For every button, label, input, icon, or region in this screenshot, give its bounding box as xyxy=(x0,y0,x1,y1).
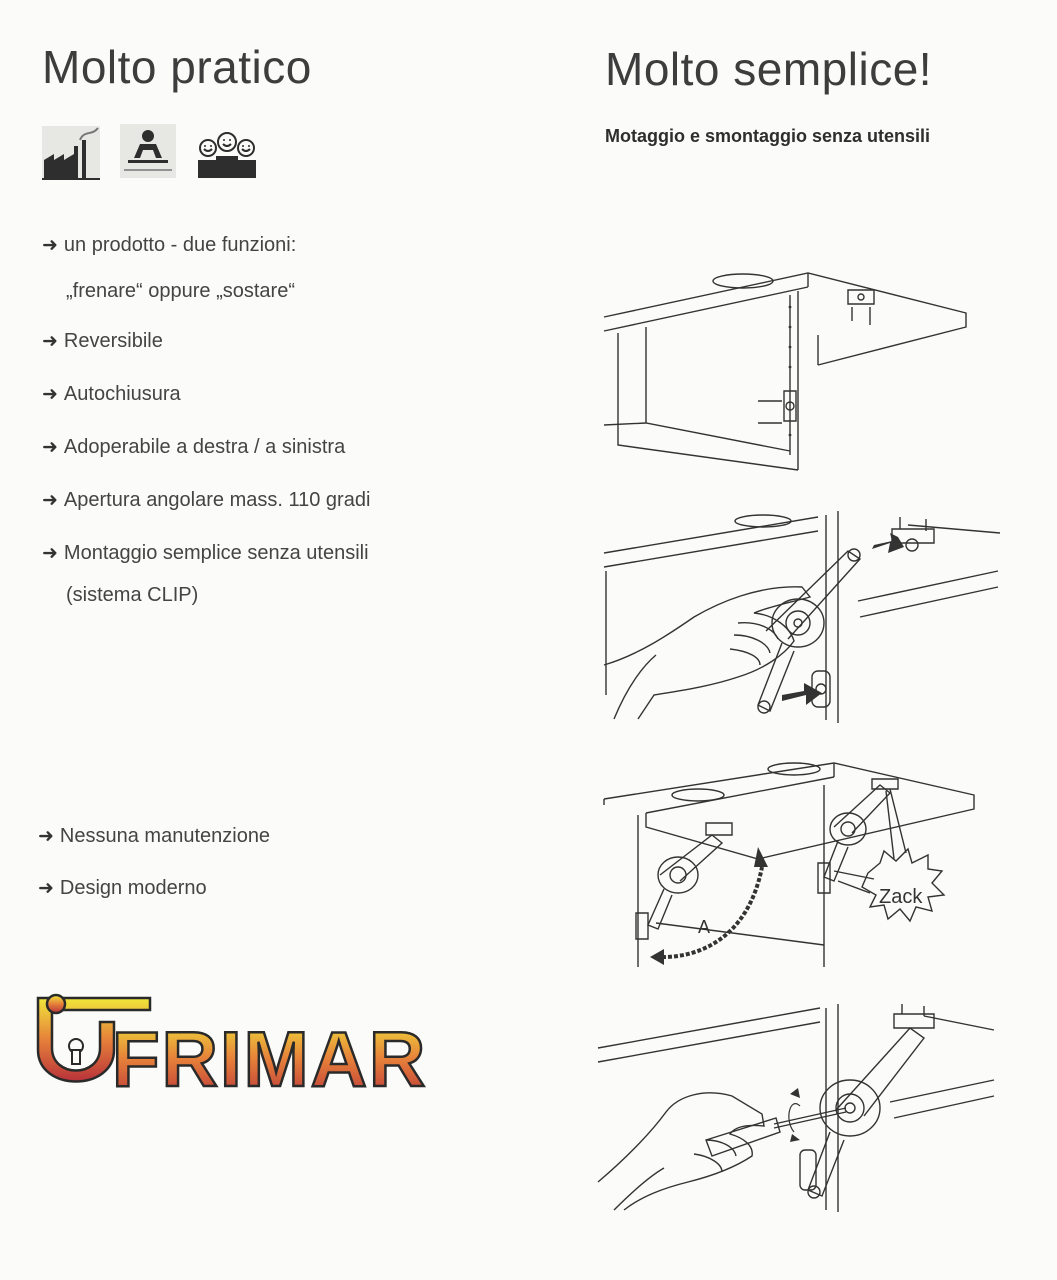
feature-item-4: ➜ Adoperabile a destra / a sinistra xyxy=(42,436,346,458)
feature-item-8: ➜ Design moderno xyxy=(38,877,207,899)
feature-item-7: ➜ Nessuna manutenzione xyxy=(38,825,271,847)
right-subtitle: Motaggio e smontaggio senza utensili xyxy=(605,126,931,146)
arrow-right-icon: ➜ xyxy=(38,878,54,899)
people-group-icon xyxy=(196,122,258,180)
feature-item-6: ➜ Montaggio semplice senza utensili xyxy=(42,542,369,564)
arrow-right-icon: ➜ xyxy=(38,826,54,847)
feature-item-2: ➜ Reversibile xyxy=(42,330,163,352)
step-3-snap-in xyxy=(598,755,988,977)
feature-item-1-continuation: „frenare“ oppure „sostare“ xyxy=(66,280,295,302)
icon-row xyxy=(42,122,262,182)
logo-text: FRIMAR xyxy=(112,1015,428,1098)
step-2-clip-mechanism xyxy=(598,505,1008,725)
right-title: Molto semplice! xyxy=(605,43,933,95)
arrow-right-icon: ➜ xyxy=(42,384,58,405)
arrow-right-icon: ➜ xyxy=(42,543,58,564)
feature-item-3: ➜ Autochiusura xyxy=(42,383,181,405)
arrow-right-icon: ➜ xyxy=(42,235,58,256)
arrow-right-icon: ➜ xyxy=(42,437,58,458)
feature-item-1: ➜ un prodotto - due funzioni: xyxy=(42,234,297,256)
feature-item-6-continuation: (sistema CLIP) xyxy=(66,584,199,606)
feature-item-5: ➜ Apertura angolare mass. 110 gradi xyxy=(42,489,371,511)
arc-label: A xyxy=(698,917,711,937)
step-1-mount-brackets xyxy=(598,255,970,480)
zack-label: Zack xyxy=(879,886,923,908)
worker-icon xyxy=(120,124,176,178)
step-4-adjust-screw xyxy=(594,1000,999,1215)
frimar-logo xyxy=(30,988,445,1098)
factory-icon xyxy=(42,126,100,180)
arrow-right-icon: ➜ xyxy=(42,331,58,352)
arrow-right-icon: ➜ xyxy=(42,490,58,511)
left-title: Molto pratico xyxy=(42,41,312,93)
